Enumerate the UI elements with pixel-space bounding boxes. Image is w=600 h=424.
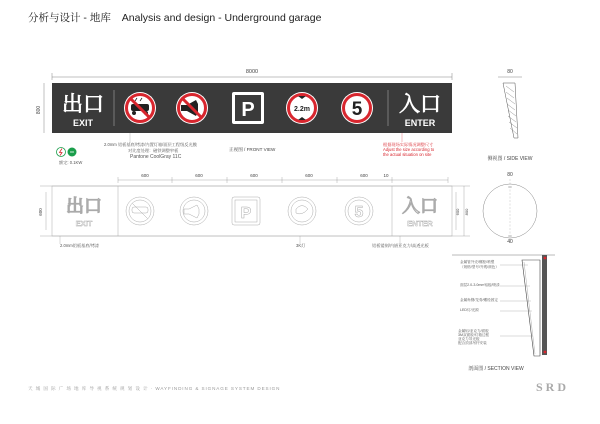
dim-width-label: 8000 <box>245 69 259 75</box>
enter-en: ENTER <box>404 118 436 128</box>
note-material: 2.0mm 铝板基底/烤漆/内置灯箱/面层工程级反光膜 <box>104 142 197 147</box>
adjust-note-cn: 根据现场实际情况调整尺寸 <box>383 142 434 147</box>
speed-limit-icon <box>341 92 373 124</box>
top-height-dim: 600 <box>38 208 43 216</box>
top-height-dim: 600 <box>455 208 460 216</box>
no-car-wash-icon <box>124 92 156 124</box>
top-view <box>38 173 470 244</box>
title-en: Analysis and design - <box>121 12 225 24</box>
exit-en: EXIT <box>72 118 94 128</box>
segment-dim: 10 <box>383 173 389 178</box>
outline-no-honking-icon <box>180 197 208 225</box>
outline-height-limit-icon <box>288 197 316 225</box>
outline-no-car-wash-icon <box>126 197 154 225</box>
side-width-label: 80 <box>507 69 513 75</box>
footer-logo: SRD <box>536 380 570 394</box>
section-view <box>452 255 555 372</box>
top-height-dim: 800 <box>464 208 469 216</box>
speed-limit-text: 5 <box>351 99 363 120</box>
section-note: 金属铝/亚克力/面板 <box>458 329 489 333</box>
side-caption: 侧视图 / SIDE VIEW <box>487 156 533 162</box>
housing-back <box>542 255 547 355</box>
section-note: 3M双面胶/灯箱边框 <box>458 333 490 337</box>
section-note: 配合顶部吊杆安装 <box>458 341 487 345</box>
section-note: （规格/型号/外观/颜色） <box>460 265 499 269</box>
side-profile <box>503 83 518 138</box>
adjust-note-en-1: Adjust the size according to <box>383 147 435 152</box>
section-note: 金属角钢/龙骨/螺栓固定 <box>460 298 498 302</box>
title-en-sub: Underground garage <box>224 12 322 24</box>
outline-parking-icon <box>232 197 260 225</box>
outline-exit-en: EXIT <box>75 219 93 228</box>
height-limit-icon <box>286 92 318 124</box>
housing-profile <box>522 260 540 356</box>
section-caption: 剖面图 / SECTION VIEW <box>468 366 524 372</box>
outline-enter-cn: 入口 <box>402 196 438 216</box>
segment-dim: 600 <box>195 173 203 178</box>
fixing-point <box>544 257 547 260</box>
note-contrast: 对比度处理：磁铁调整窄板 <box>128 148 179 153</box>
section-note: LED灯/光源 <box>460 308 479 312</box>
note-center: 3K灯 <box>296 243 306 248</box>
pantone-label: Pantone CoolGray 11C <box>130 154 182 160</box>
front-view-caption: 正视图 / FRONT VIEW <box>229 147 276 152</box>
fixing-point <box>544 351 547 354</box>
outline-enter-en: ENTER <box>407 219 433 228</box>
segment-dim: 600 <box>360 173 368 178</box>
parking-icon <box>232 92 264 124</box>
note-bottom-left: 2.0mm铝板基底/烤漆 <box>60 243 100 248</box>
segment-dim: 600 <box>250 173 258 178</box>
footer-text: 天 城 国 际 广 场 地 库 导 视 系 统 规 划 设 计 · WAYFINDING & SIGNAGE SYSTEM DESIGN <box>28 386 281 391</box>
exit-cn: 出口 <box>62 93 104 116</box>
section-note: 面层2.0-3.0mm铝板/喷漆 <box>460 283 500 287</box>
enter-cn: 入口 <box>399 93 441 116</box>
outline-exit-cn: 出口 <box>66 196 102 216</box>
segment-dim: 600 <box>141 173 149 178</box>
segment-dim: 600 <box>305 173 313 178</box>
section-note: 金属管外壳/螺栓/喷塑 <box>460 260 495 264</box>
dim-height-label: 800 <box>36 105 42 115</box>
power-icon <box>57 148 77 157</box>
no-honking-icon <box>176 92 208 124</box>
section-note: 亚克力导光板 <box>458 337 480 341</box>
circle-bottom-dim: 40 <box>507 239 513 245</box>
side-view <box>487 69 532 162</box>
outline-parking-letter: P <box>240 205 252 222</box>
adjust-note-en-2: the actual situation on site <box>383 152 432 157</box>
segment-dims <box>118 177 448 183</box>
height-limit-text: 2.2m <box>294 106 310 113</box>
circle-top-dim: 80 <box>507 172 513 178</box>
note-right: 铝板镂刻/内嵌亚克力/高透光板 <box>372 243 429 248</box>
outline-speed-limit-icon <box>345 197 373 225</box>
circle-view <box>483 172 537 245</box>
outline-speed-text: 5 <box>354 204 364 221</box>
power-label: 额定: 0.1KW <box>59 160 83 165</box>
parking-letter: P <box>241 99 255 121</box>
title-cn: 分析与设计 - 地库 <box>28 12 111 24</box>
